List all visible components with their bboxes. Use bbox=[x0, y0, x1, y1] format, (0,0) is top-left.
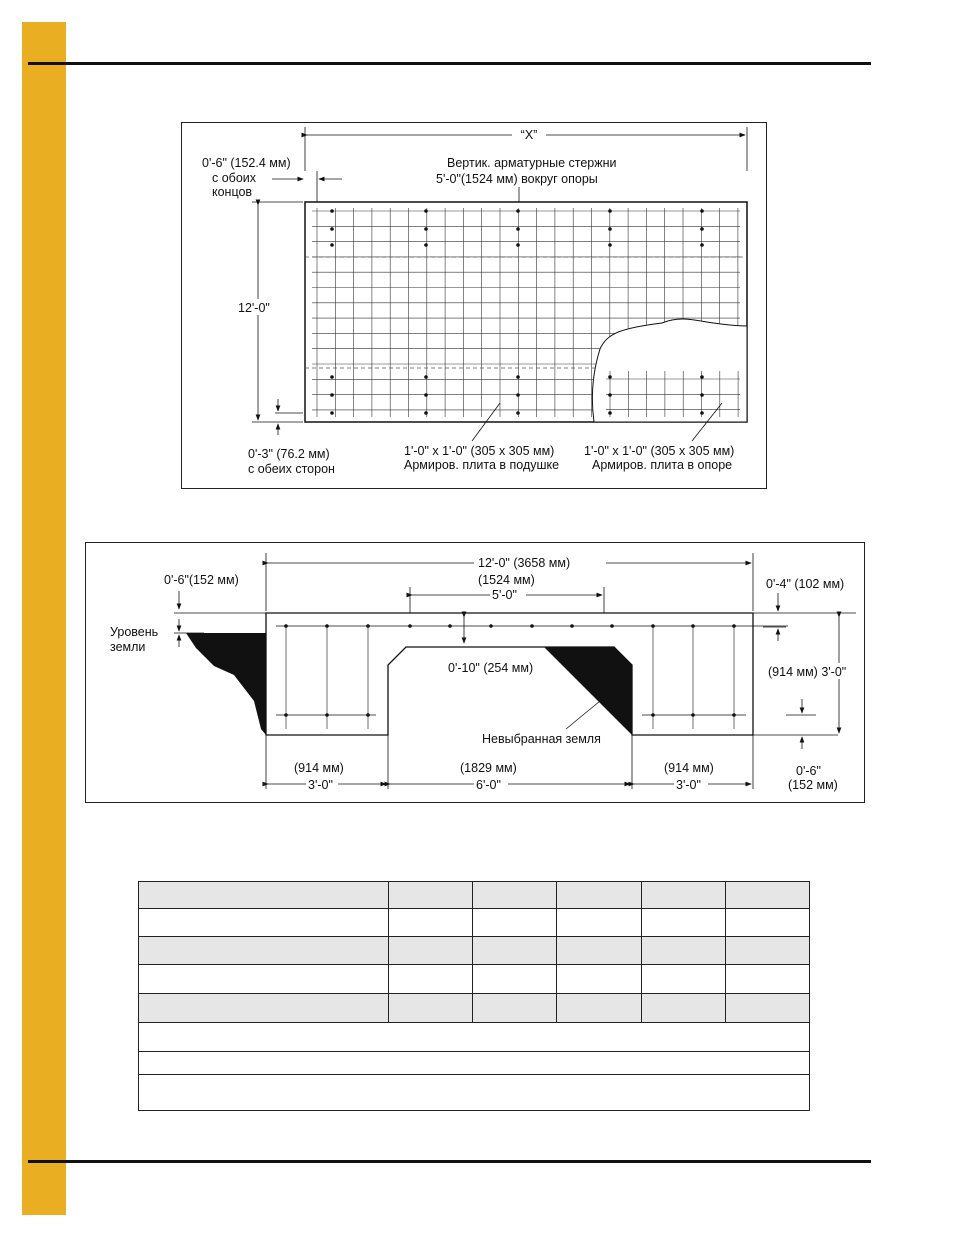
end-offset-note: концов bbox=[212, 185, 253, 199]
right-mm-label: (914 мм) bbox=[664, 761, 714, 775]
mid-ft-label: 6'-0" bbox=[476, 778, 501, 792]
header-rule bbox=[28, 62, 871, 65]
mesh-support-label: 1'-0" x 1'-0" (305 x 305 мм) bbox=[584, 444, 735, 458]
inner-depth-label: 0'-10" (254 мм) bbox=[448, 661, 534, 675]
mesh-cushion-label: 1'-0" x 1'-0" (305 x 305 мм) bbox=[404, 444, 555, 458]
left-mm-label: (914 мм) bbox=[294, 761, 344, 775]
x-dimension-label: “X” bbox=[520, 128, 538, 142]
end-offset-note: с обоих bbox=[212, 171, 257, 185]
left-offset-label: 0'-6"(152 мм) bbox=[164, 573, 239, 587]
undisturbed-soil-label: Невыбранная земля bbox=[482, 732, 601, 746]
foundation-plan-figure bbox=[181, 122, 767, 489]
table-row bbox=[139, 937, 810, 965]
center-mm-label: (1524 мм) bbox=[478, 573, 535, 587]
undisturbed-soil-hatch bbox=[544, 647, 632, 735]
ground-level-label: Уровень bbox=[110, 625, 159, 639]
height-label: (914 мм) 3'-0" bbox=[768, 665, 847, 679]
right-offset-label: 0'-4" (102 мм) bbox=[766, 577, 845, 591]
mesh-cushion-label: Армиров. плита в подушке bbox=[404, 458, 560, 472]
foundation-section-figure bbox=[85, 542, 865, 803]
right-ft-label: 3'-0" bbox=[676, 778, 701, 792]
side-accent-bar bbox=[22, 22, 66, 1215]
table-footer-row bbox=[139, 1075, 810, 1111]
overall-width-label: 12'-0" (3658 мм) bbox=[478, 556, 571, 570]
end-offset-label: 0'-6" (152.4 мм) bbox=[202, 156, 291, 170]
cutaway-region bbox=[592, 319, 747, 422]
table-row bbox=[139, 994, 810, 1023]
ground-level-label: земли bbox=[110, 640, 146, 654]
height-label: 12'-0" bbox=[238, 301, 270, 315]
side-offset-label: 0'-3" (76.2 мм) bbox=[248, 447, 330, 461]
ground-hatch-left bbox=[186, 633, 266, 735]
bottom-offset-mm-label: (152 мм) bbox=[788, 778, 838, 792]
center-ft-label: 5'-0" bbox=[492, 588, 517, 602]
table-footer-row bbox=[139, 1023, 810, 1052]
table-footer-row bbox=[139, 1052, 810, 1075]
mid-mm-label: (1829 мм) bbox=[460, 761, 517, 775]
table-row bbox=[139, 965, 810, 994]
side-offset-note: с обеих сторон bbox=[248, 462, 335, 476]
spec-table bbox=[138, 881, 810, 1111]
vertical-bars-label: Вертик. арматурные стержни bbox=[447, 156, 617, 170]
mesh-support-label: Армиров. плита в опоре bbox=[592, 458, 733, 472]
bottom-offset-label: 0'-6" bbox=[796, 764, 821, 778]
table-row bbox=[139, 909, 810, 937]
left-ft-label: 3'-0" bbox=[308, 778, 333, 792]
footer-rule bbox=[28, 1160, 871, 1163]
vertical-bars-label: 5'-0"(1524 мм) вокруг опоры bbox=[436, 172, 598, 186]
table-row bbox=[139, 882, 810, 909]
